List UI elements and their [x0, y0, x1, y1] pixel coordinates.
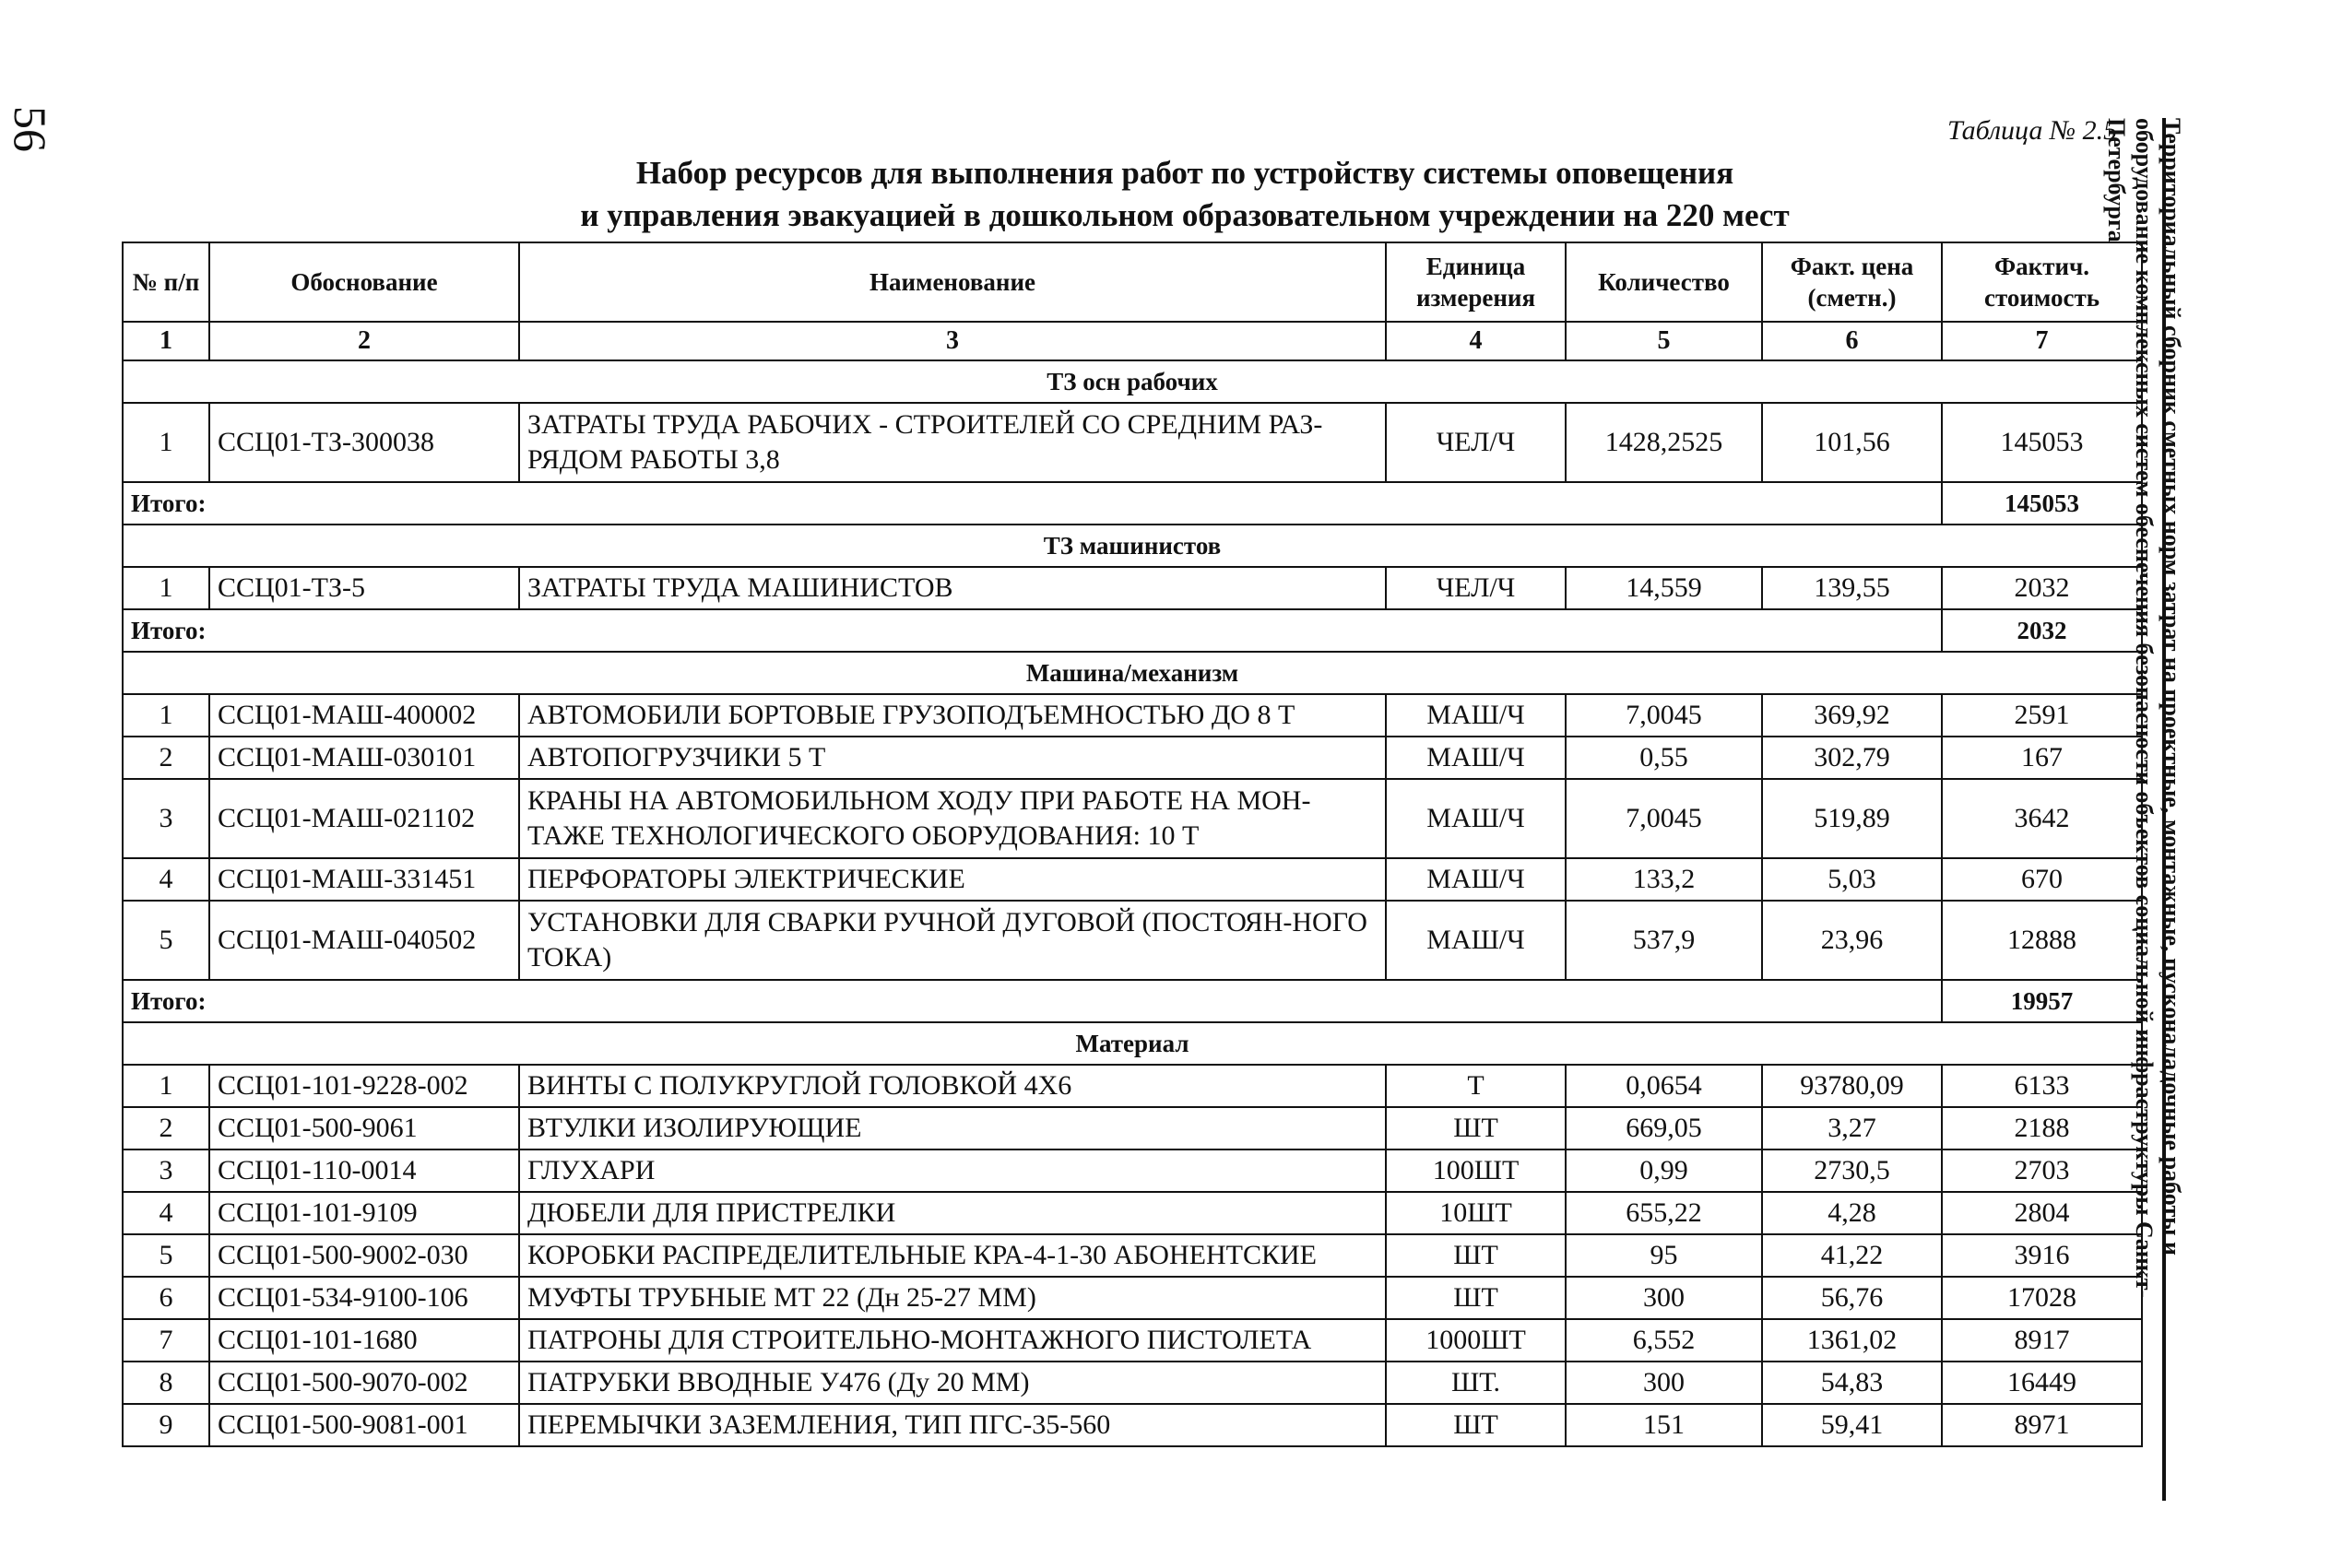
row-price: 3,27 [1762, 1107, 1942, 1149]
total-label: Итого: [123, 482, 1942, 525]
title-line-1: Набор ресурсов для выполнения работ по устройству системы оповещения [635, 155, 1734, 191]
row-cost: 2804 [1942, 1192, 2142, 1234]
row-name: ВТУЛКИ ИЗОЛИРУЮЩИЕ [519, 1107, 1386, 1149]
row-name: ПЕРЕМЫЧКИ ЗАЗЕМЛЕНИЯ, ТИП ПГС-35-560 [519, 1404, 1386, 1446]
table-row [123, 901, 2142, 980]
row-number: 1 [123, 403, 209, 482]
row-code: ССЦ01-101-9109 [209, 1192, 519, 1234]
column-header: Фактич. стоимость [1942, 242, 2142, 322]
section-title: Машина/механизм [123, 652, 2142, 694]
row-price: 4,28 [1762, 1192, 1942, 1234]
row-name: УСТАНОВКИ ДЛЯ СВАРКИ РУЧНОЙ ДУГОВОЙ (ПОСТОЯН-НОГО ТОКА) [519, 901, 1386, 980]
row-price: 139,55 [1762, 567, 1942, 609]
row-cost: 17028 [1942, 1277, 2142, 1319]
row-price: 54,83 [1762, 1362, 1942, 1404]
table-row [123, 779, 2142, 858]
row-number: 4 [123, 1192, 209, 1234]
row-code: ССЦ01-110-0014 [209, 1149, 519, 1192]
row-cost: 16449 [1942, 1362, 2142, 1404]
table-row [123, 567, 2142, 609]
table-row [123, 694, 2142, 737]
row-quantity: 0,55 [1566, 737, 1762, 779]
total-row [123, 980, 2142, 1022]
row-name: ЗАТРАТЫ ТРУДА РАБОЧИХ - СТРОИТЕЛЕЙ СО СРЕДНИМ РАЗ-РЯДОМ РАБОТЫ 3,8 [519, 403, 1386, 482]
row-cost: 3642 [1942, 779, 2142, 858]
table-row [123, 403, 2142, 482]
section-header-row [123, 360, 2142, 403]
total-label: Итого: [123, 980, 1942, 1022]
row-quantity: 7,0045 [1566, 694, 1762, 737]
row-price: 56,76 [1762, 1277, 1942, 1319]
row-number: 2 [123, 737, 209, 779]
column-header: № п/п [123, 242, 209, 322]
row-code: ССЦ01-МАШ-040502 [209, 901, 519, 980]
row-price: 41,22 [1762, 1234, 1942, 1277]
row-quantity: 7,0045 [1566, 779, 1762, 858]
column-number: 7 [1942, 322, 2142, 360]
row-code: ССЦ01-500-9002-030 [209, 1234, 519, 1277]
row-unit: 1000ШТ [1386, 1319, 1566, 1362]
row-name: КРАНЫ НА АВТОМОБИЛЬНОМ ХОДУ ПРИ РАБОТЕ НА МОН-ТАЖЕ ТЕХНОЛОГИЧЕСКОГО ОБОРУДОВАНИЯ: 10 Т [519, 779, 1386, 858]
row-quantity: 537,9 [1566, 901, 1762, 980]
total-row [123, 482, 2142, 525]
table-row [123, 1107, 2142, 1149]
column-number: 1 [123, 322, 209, 360]
column-number: 3 [519, 322, 1386, 360]
row-code: ССЦ01-МАШ-331451 [209, 858, 519, 901]
row-quantity: 95 [1566, 1234, 1762, 1277]
row-number: 3 [123, 779, 209, 858]
row-quantity: 655,22 [1566, 1192, 1762, 1234]
row-code: ССЦ01-500-9070-002 [209, 1362, 519, 1404]
row-cost: 2703 [1942, 1149, 2142, 1192]
table-row [123, 737, 2142, 779]
row-cost: 3916 [1942, 1234, 2142, 1277]
row-unit: Т [1386, 1065, 1566, 1107]
row-code: ССЦ01-МАШ-400002 [209, 694, 519, 737]
row-unit: ШТ [1386, 1234, 1566, 1277]
row-cost: 167 [1942, 737, 2142, 779]
row-unit: 10ШТ [1386, 1192, 1566, 1234]
table-row [123, 1319, 2142, 1362]
table-row [123, 1362, 2142, 1404]
row-code: ССЦ01-500-9061 [209, 1107, 519, 1149]
row-number: 8 [123, 1362, 209, 1404]
row-cost: 12888 [1942, 901, 2142, 980]
row-unit: ШТ [1386, 1107, 1566, 1149]
column-header: Обоснование [209, 242, 519, 322]
row-price: 93780,09 [1762, 1065, 1942, 1107]
row-code: ССЦ01-101-1680 [209, 1319, 519, 1362]
total-value: 145053 [1942, 482, 2142, 525]
section-header-row [123, 1022, 2142, 1065]
row-quantity: 151 [1566, 1404, 1762, 1446]
total-row [123, 609, 2142, 652]
table-row [123, 858, 2142, 901]
column-number: 6 [1762, 322, 1942, 360]
row-quantity: 300 [1566, 1277, 1762, 1319]
table-row [123, 1277, 2142, 1319]
row-quantity: 6,552 [1566, 1319, 1762, 1362]
row-price: 302,79 [1762, 737, 1942, 779]
row-unit: 100ШТ [1386, 1149, 1566, 1192]
row-unit: МАШ/Ч [1386, 901, 1566, 980]
section-title: ТЗ машинистов [123, 525, 2142, 567]
column-header: Единица измерения [1386, 242, 1566, 322]
table-row [123, 1065, 2142, 1107]
table-label: Таблица № 2.5 [1947, 115, 2118, 146]
column-number: 5 [1566, 322, 1762, 360]
row-name: ПАТРУБКИ ВВОДНЫЕ У476 (Ду 20 ММ) [519, 1362, 1386, 1404]
row-unit: МАШ/Ч [1386, 858, 1566, 901]
column-header: Наименование [519, 242, 1386, 322]
row-name: ПЕРФОРАТОРЫ ЭЛЕКТРИЧЕСКИЕ [519, 858, 1386, 901]
row-unit: ШТ. [1386, 1362, 1566, 1404]
row-quantity: 669,05 [1566, 1107, 1762, 1149]
row-number: 7 [123, 1319, 209, 1362]
row-name: ДЮБЕЛИ ДЛЯ ПРИСТРЕЛКИ [519, 1192, 1386, 1234]
row-number: 6 [123, 1277, 209, 1319]
column-number: 4 [1386, 322, 1566, 360]
row-cost: 2032 [1942, 567, 2142, 609]
row-number: 5 [123, 1234, 209, 1277]
row-code: ССЦ01-534-9100-106 [209, 1277, 519, 1319]
row-name: АВТОМОБИЛИ БОРТОВЫЕ ГРУЗОПОДЪЕМНОСТЬЮ ДО 8 Т [519, 694, 1386, 737]
row-unit: ШТ [1386, 1404, 1566, 1446]
row-number: 3 [123, 1149, 209, 1192]
table-row [123, 1192, 2142, 1234]
row-unit: МАШ/Ч [1386, 779, 1566, 858]
row-unit: МАШ/Ч [1386, 737, 1566, 779]
total-value: 2032 [1942, 609, 2142, 652]
section-title: ТЗ осн рабочих [123, 360, 2142, 403]
row-number: 4 [123, 858, 209, 901]
row-number: 1 [123, 1065, 209, 1107]
row-cost: 2188 [1942, 1107, 2142, 1149]
total-label: Итого: [123, 609, 1942, 652]
page-number: 56 [5, 106, 56, 152]
column-header: Факт. цена (сметн.) [1762, 242, 1942, 322]
table-row [123, 1404, 2142, 1446]
row-price: 1361,02 [1762, 1319, 1942, 1362]
row-quantity: 0,0654 [1566, 1065, 1762, 1107]
row-cost: 2591 [1942, 694, 2142, 737]
column-header: Количество [1566, 242, 1762, 322]
row-price: 59,41 [1762, 1404, 1942, 1446]
row-price: 2730,5 [1762, 1149, 1942, 1192]
row-number: 1 [123, 567, 209, 609]
row-number: 9 [123, 1404, 209, 1446]
row-price: 519,89 [1762, 779, 1942, 858]
row-code: ССЦ01-500-9081-001 [209, 1404, 519, 1446]
row-name: ЗАТРАТЫ ТРУДА МАШИНИСТОВ [519, 567, 1386, 609]
row-name: МУФТЫ ТРУБНЫЕ МТ 22 (Дн 25-27 ММ) [519, 1277, 1386, 1319]
row-quantity: 0,99 [1566, 1149, 1762, 1192]
resources-table [122, 242, 2143, 1447]
title-line-2: и управления эвакуацией в дошкольном образовательном учреждении на 220 мест [580, 197, 1790, 233]
row-price: 369,92 [1762, 694, 1942, 737]
row-code: ССЦ01-ТЗ-5 [209, 567, 519, 609]
row-number: 1 [123, 694, 209, 737]
row-cost: 8917 [1942, 1319, 2142, 1362]
row-cost: 6133 [1942, 1065, 2142, 1107]
table-body [123, 360, 2142, 1446]
row-unit: МАШ/Ч [1386, 694, 1566, 737]
row-code: ССЦ01-101-9228-002 [209, 1065, 519, 1107]
row-name: ВИНТЫ С ПОЛУКРУГЛОЙ ГОЛОВКОЙ 4Х6 [519, 1065, 1386, 1107]
row-code: ССЦ01-ТЗ-300038 [209, 403, 519, 482]
section-title: Материал [123, 1022, 2142, 1065]
row-name: ПАТРОНЫ ДЛЯ СТРОИТЕЛЬНО-МОНТАЖНОГО ПИСТОЛЕТА [519, 1319, 1386, 1362]
table-title [503, 152, 1867, 237]
column-number-row [123, 322, 2142, 360]
table-row [123, 1234, 2142, 1277]
row-quantity: 14,559 [1566, 567, 1762, 609]
row-price: 5,03 [1762, 858, 1942, 901]
row-code: ССЦ01-МАШ-030101 [209, 737, 519, 779]
header-row [123, 242, 2142, 322]
row-name: ГЛУХАРИ [519, 1149, 1386, 1192]
row-cost: 670 [1942, 858, 2142, 901]
row-name: КОРОБКИ РАСПРЕДЕЛИТЕЛЬНЫЕ КРА-4-1-30 АБОНЕНТСКИЕ [519, 1234, 1386, 1277]
row-name: АВТОПОГРУЗЧИКИ 5 Т [519, 737, 1386, 779]
row-quantity: 300 [1566, 1362, 1762, 1404]
running-header: Территориальный сборник сметных норм затрат на проектные, монтажные, пусконаладочные работы и оборудование комплексных систем обеспечения безопасности объектов социальной инфраструктуры Санкт-Петербурга [2103, 118, 2185, 1299]
row-number: 5 [123, 901, 209, 980]
section-header-row [123, 652, 2142, 694]
row-unit: ЧЕЛ/Ч [1386, 403, 1566, 482]
row-quantity: 133,2 [1566, 858, 1762, 901]
row-code: ССЦ01-МАШ-021102 [209, 779, 519, 858]
row-unit: ЧЕЛ/Ч [1386, 567, 1566, 609]
total-value: 19957 [1942, 980, 2142, 1022]
row-quantity: 1428,2525 [1566, 403, 1762, 482]
row-cost: 145053 [1942, 403, 2142, 482]
row-cost: 8971 [1942, 1404, 2142, 1446]
row-price: 101,56 [1762, 403, 1942, 482]
row-price: 23,96 [1762, 901, 1942, 980]
column-number: 2 [209, 322, 519, 360]
table-row [123, 1149, 2142, 1192]
row-unit: ШТ [1386, 1277, 1566, 1319]
row-number: 2 [123, 1107, 209, 1149]
section-header-row [123, 525, 2142, 567]
